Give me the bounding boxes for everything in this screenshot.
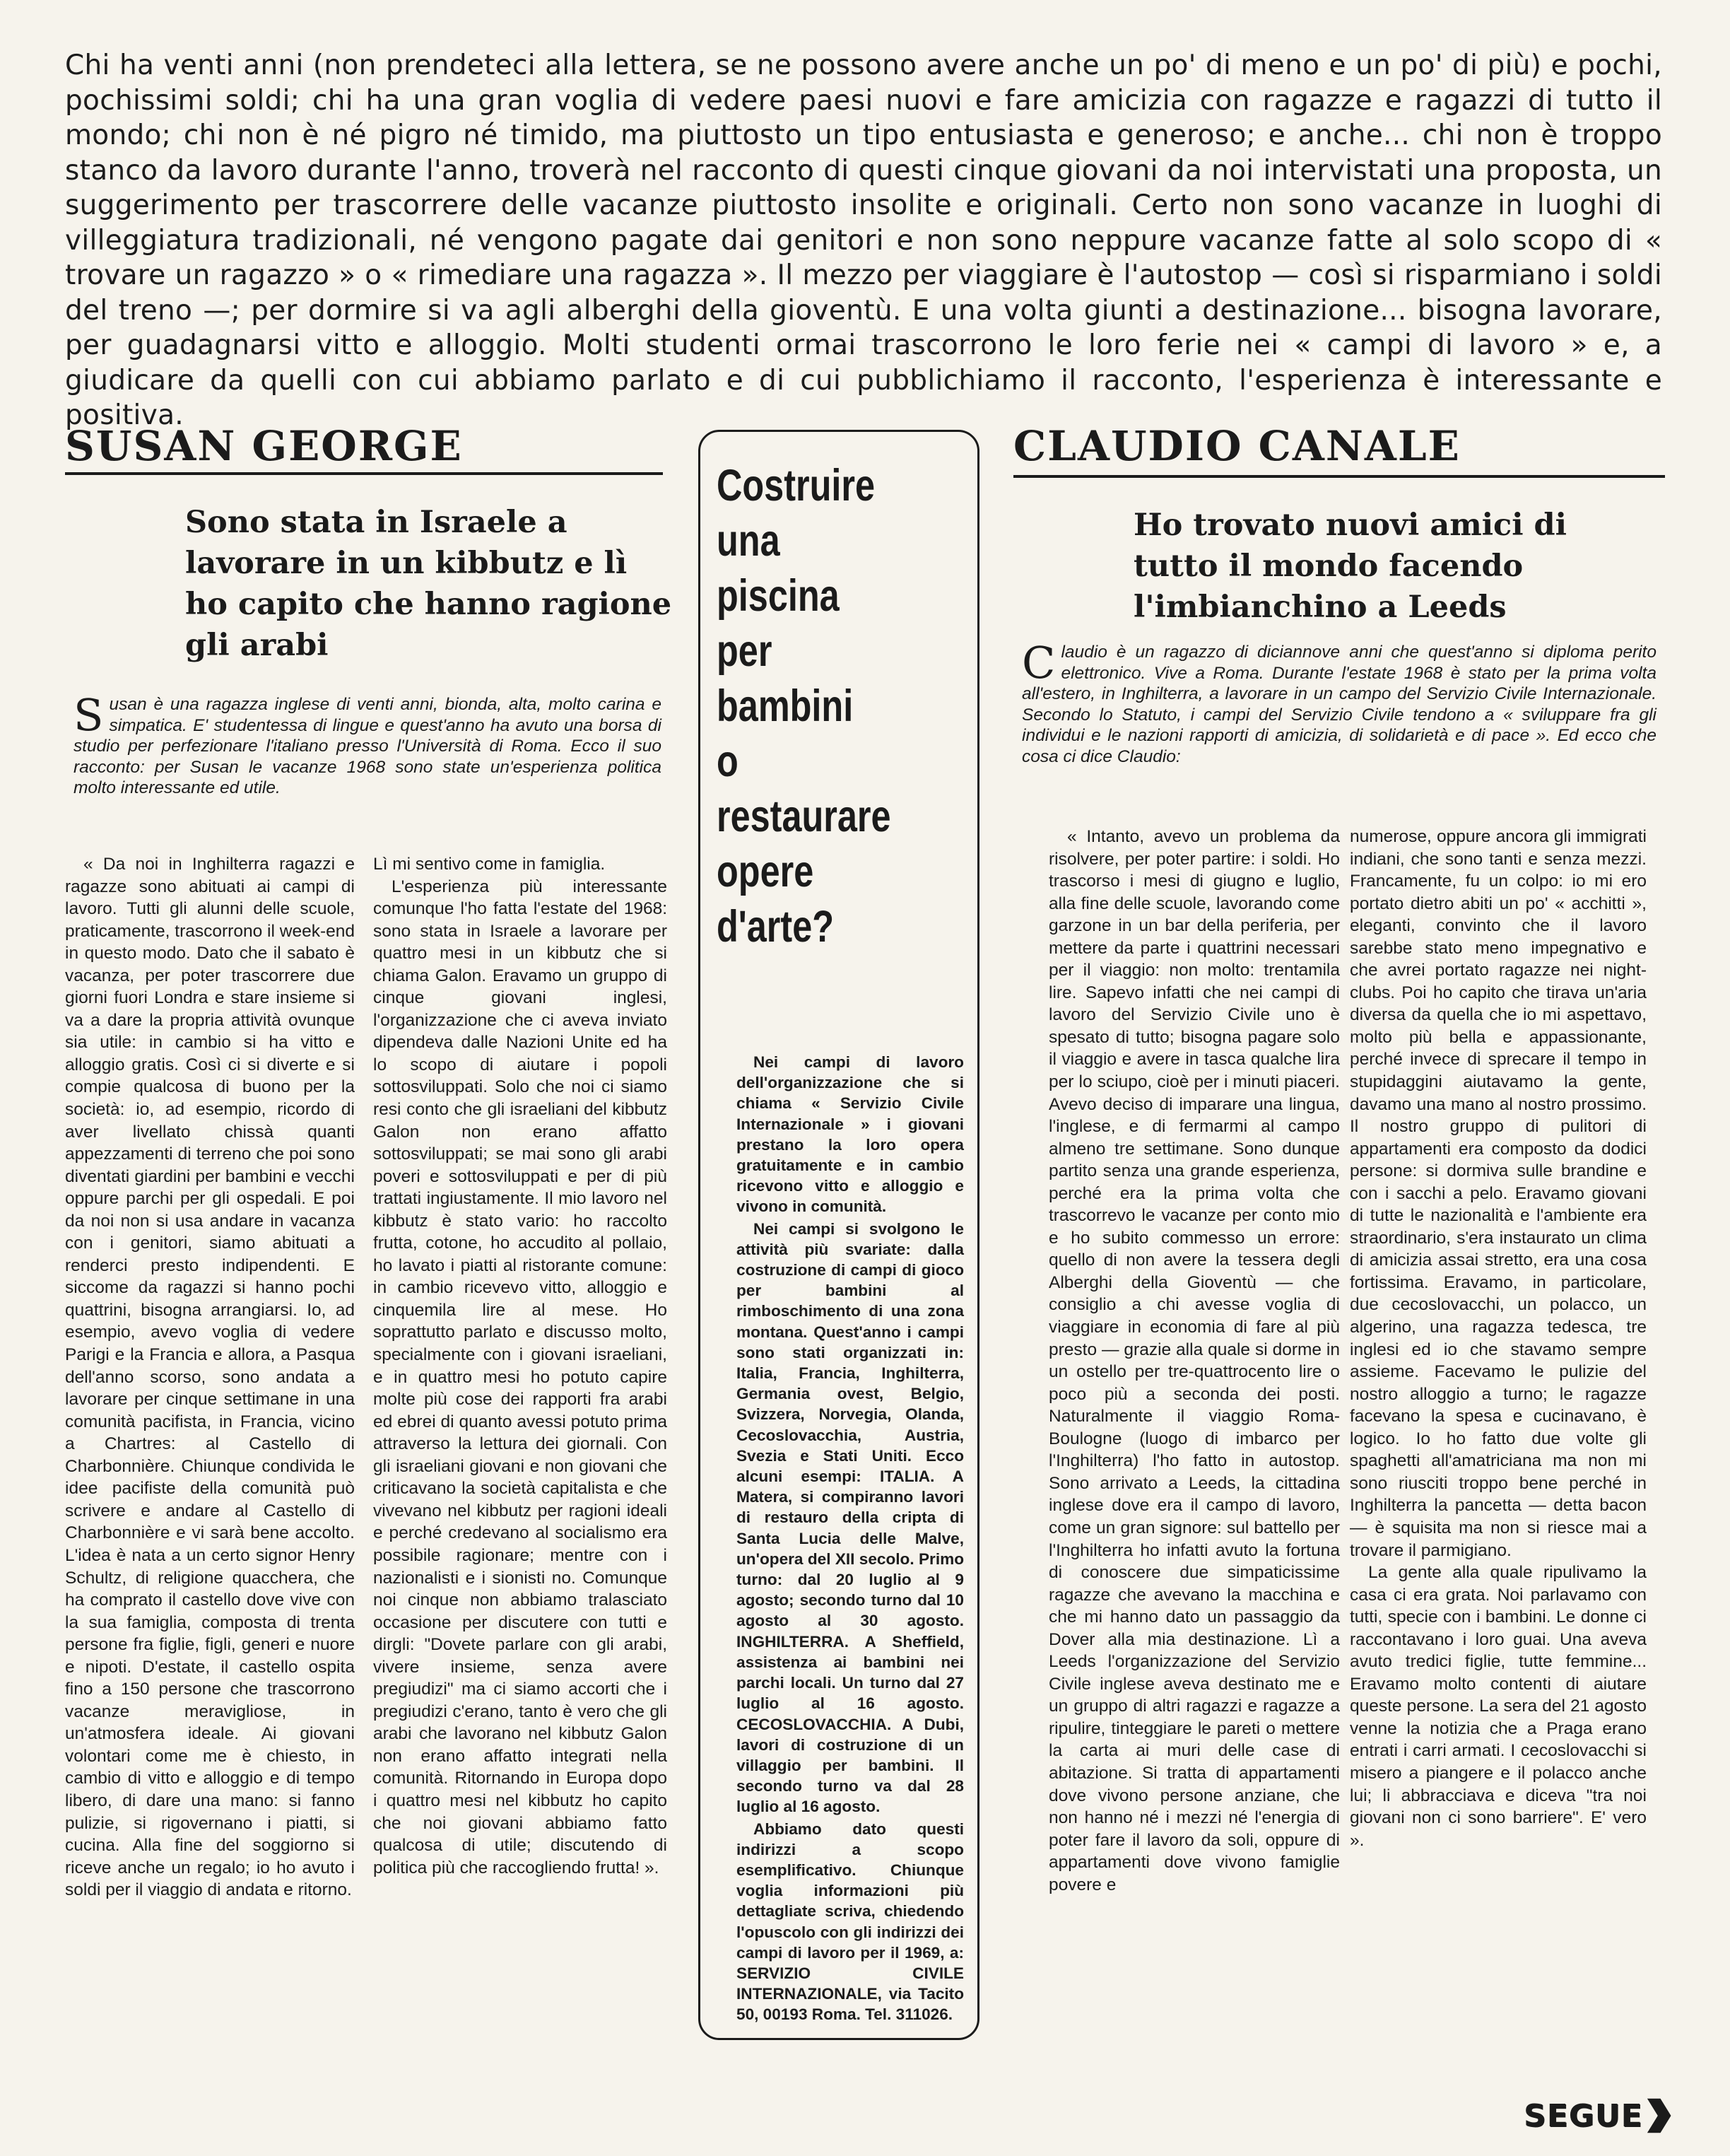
sidebar-title: Costruire una piscina per bambini o restaurare opere d'arte? xyxy=(717,461,891,951)
susan-col1-paragraph: « Da noi in Inghilterra ragazzi e ragazze sono abituati ai campi di lavoro. Tutti gli alunni delle scuole, praticamente, trascorrono il week-end in questo modo. Dato che il sabato è vacanza, per poter trascorrere due giorni fuori Londra e stare insieme si va a dare la propria attività ovunque sia utile: in cambio si ha vitto e alloggio gratis. Così ci si diverte e si compie qualcosa di buono per la società: io, ad esempio, ricordo di aver livellato chissà quanti appezzamenti di terreno che poi sono diventati giardini per bambini e vecchi oppure parchi per gli ospedali. E poi da noi non si usa andare in vacanza con i genitori, siamo abituati a renderci presto indipendenti. E siccome da ragazzi si hanno pochi quattrini, bisogna arrangiarsi. Io, ad esempio, avevo voglia di vedere Parigi e la Francia e allora, a Pasqua dell'anno scorso, sono andata a lavorare per cinque settimane in una comunità pacifista, in Francia, vicino a Chartres: al Castello di Charbonnière. Chiunque condivida le idee pacifiste della comunità può scrivere e andare al Castello di Charbonnière e vi sarà bene accolto. L'idea è nata a un certo signor Henry Schultz, di religione quacchera, che ha comprato il castello dove vive con la sua famiglia, composta di trenta persone fra figlie, figli, generi e nuore e nipoti. D'estate, il castello ospita fino a 150 persone che trascorrono vacanze meravigliose, in un'atmosfera ideale. Ai giovani volontari come me è chiesto, in cambio di vitto e alloggio e di tempo libero, di dare una mano: si fanno pulizie, si rigovernano i piatti, si cucina. Alla fine del soggiorno si riceve anche un regalo; io ho avuto i soldi per il viaggio di andata e ritorno. xyxy=(65,855,355,1900)
claudio-col1-paragraph: « Intanto, avevo un problema da risolvere, per poter partire: i soldi. Ho trascorso i mesi di giugno e luglio, alla fine delle scuole, lavorando come garzone in un bar della periferia, per mettere da parte i quattrini necessari per il viaggio: non molto: trentamila lire. Sapevo infatti che nei campi di lavoro del Servizio Civile uno è spesato di tutto; bisogna pagare solo il viaggio e avere in tasca qualche lira per lo sciupo, cioè per i minuti piaceri. Avevo deciso di imparare una lingua, l'inglese, e di fermarmi al campo almeno tre settimane. Sono dunque partito senza una grande esperienza, perché era la prima volta che trascorrevo le vacanze per conto mio e ho subito commesso un errore: quello di non avere la tessera degli Alberghi della Gioventù — che consiglio a chi avesse voglia di viaggiare in economia di fare al più presto — grazie alla quale si dorme in un ostello per tre-quattrocento lire o poco più a seconda dei posti. Naturalmente il viaggio Roma-Boulogne (luogo di imbarco per l'Inghilterra) l'ho fatto in autostop. Sono arrivato a Leeds, la cittadina inglese dove era il campo di lavoro, come un gran signore: sul battello per l'Inghilterra ho infatti avuto la fortuna di conoscere due simpaticissime ragazze che avevano la macchina e che mi hanno dato un passaggio da Dover alla mia destinazione. Lì a Leeds l'organizzazione del Servizio Civile inglese aveva destinato me e un gruppo di altri ragazzi e ragazze a ripulire, tinteggiare le pareti o mettere la carta ai muri delle case di abitazione. Si tratta di appartamenti dove vivono persone anziane, che non hanno né i mezzi né l'energia di poter fare il lavoro da soli, oppure di appartamenti dove vivono famiglie povere e xyxy=(1049,827,1340,1894)
susan-dropcap: S xyxy=(73,689,104,741)
claudio-col2-paragraph-2: La gente alla quale ripulivamo la casa ci era grata. Noi parlavamo con tutti, specie con i bambini. Le donne ci raccontavano i loro guai. Una aveva avuto tredici figlie, tutte femmine... Eravamo molto contenti di aiutare queste persone. La sera del 21 agosto venne la notizia che a Praga erano entrati i carri armati. I cecoslovacchi si misero a piangere e il polacco anche lui; li abbracciava e diceva "tra noi giovani non ci sono barriere". E' vero ». xyxy=(1350,1563,1647,1850)
sidebar-paragraph-3: Abbiamo dato questi indirizzi a scopo esemplificativo. Chiunque voglia informazioni più dettagliate scriva, chiedendo l'opuscolo con gli indirizzi dei campi di lavoro per il 1969, a: SERVIZIO CIVILE INTERNAZIONALE, via Tacito 50, 00193 Roma. Tel. 311026. xyxy=(736,1820,964,2024)
sidebar-body xyxy=(736,1052,964,2027)
claudio-column-2 xyxy=(1350,826,1647,1851)
claudio-heading-rule xyxy=(1013,475,1665,478)
susan-headline: Sono stata in Israele a lavorare in un kibbutz e lì ho capito che hanno ragione gli arabi xyxy=(185,505,672,663)
susan-col2-paragraph-2: L'esperienza più interessante comunque l'ho fatta l'estate del 1968: sono stata in Israele a lavorare per quattro mesi in un kibbutz che si chiama Galon. Eravamo un gruppo di cinque giovani inglesi, l'organizzazione che ci aveva inviato dipendeva dalle Nazioni Unite ed ha lo scopo di aiutare i popoli sottosviluppati. Solo che noi ci siamo resi conto che gli israeliani del kibbutz Galon non erano affatto sottosviluppati; se mai sono gli arabi poveri e sottosviluppati e per di più trattati ingiustamente. Il mio lavoro nel kibbutz è stato vario: ho raccolto frutta, cotone, ho accudito al pollaio, ho lavato i piatti al ristorante comune: in cambio ricevevo vitto, alloggio e cinquemila lire al mese. Ho soprattutto parlato e discusso molto, specialmente con i giovani israeliani, e in quattro mesi ho potuto capire molte più cose dei rapporti fra arabi ed ebrei di quanto avessi potuto prima attraverso la lettura dei giornali. Con gli israeliani giovani e non giovani che criticavano la società capitalista e che vivevano nel kibbutz per ragioni ideali e perché credevano al socialismo era possibile ragionare; mentre con i nazionalisti e i sionisti no. Comunque noi cinque non abbiamo tralasciato occasione per discutere con tutti e dirgli: "Dovete parlare con gli arabi, vivere insieme, senza avere pregiudizi" ma ci siamo accorti che i pregiudizi c'erano, tanto è vero che gli arabi che lavorano nel kibbutz Galon non erano affatto integrati nella comunità. Ritornando in Europa dopo i quattro mesi nel kibbutz ho capito che noi giovani abbiamo fatto qualcosa di utile; discutendo di politica più che raccogliendo frutta! ». xyxy=(373,877,667,1877)
continue-marker xyxy=(1524,2094,1672,2138)
claudio-headline: Ho trovato nuovi amici di tutto il mondo facendo l'imbianchino a Leeds xyxy=(1134,508,1567,625)
susan-name-heading: SUSAN GEORGE xyxy=(65,422,463,470)
claudio-name-heading: CLAUDIO CANALE xyxy=(1013,422,1461,470)
claudio-lead-text: laudio è un ragazzo di diciannove anni che quest'anno si diploma perito elettronico. Vive a Roma. Durante l'estate 1968 è stato per la prima volta all'estero, in Inghilterra, a lavorare in un campo del Servizio Civile Internazionale. Secondo lo Statuto, i campi del Servizio Civile tendono a « sviluppare fra gli individui e le nazioni rapporti di amicizia, di solidarietà e di pace ». Ed ecco che cosa ci dice Claudio: xyxy=(1022,643,1657,766)
continue-label: SEGUE xyxy=(1524,2097,1643,2134)
claudio-lead xyxy=(1022,637,1657,767)
susan-col2-paragraph-1: Lì mi sentivo come in famiglia. xyxy=(373,855,606,874)
susan-lead-text: usan è una ragazza inglese di venti anni, bionda, alta, molto carina e simpatica. E' studentessa di lingue e quest'anno ha avuto una borsa di studio per perfezionare l'italiano presso l'Università di Roma. Ecco il suo racconto: per Susan le vacanze 1968 sono state un'esperienza politica molto interessante ed utile. xyxy=(73,695,661,797)
susan-column-1 xyxy=(65,853,355,1902)
intro-paragraph: Chi ha venti anni (non prendeteci alla lettera, se ne possono avere anche un po' di meno e un po' di più) e pochi, pochissimi soldi; chi ha una gran voglia di vedere paesi nuovi e fare amicizia con ragazze e ragazzi di tutto il mondo; chi non è né pigro né timido, ma piuttosto un tipo entusiasta e generoso; e anche... chi non è troppo stanco da lavoro durante l'anno, troverà nel racconto di questi cinque giovani da noi intervistati una proposta, un suggerimento per trascorrere delle vacanze piuttosto insolite e originali. Certo non sono vacanze in luoghi di villeggiatura tradizionali, né vengono pagate dai genitori e non sono neppure vacanze fatte al solo scopo di « trovare un ragazzo » o « rimediare una ragazza ». Il mezzo per viaggiare è l'autostop — così si risparmiano i soldi del treno —; per dormire si va agli alberghi della gioventù. E una volta giunti a destinazione... bisogna lavorare, per guadagnarsi vitto e alloggio. Molti studenti ormai trascorrono le loro ferie nei « campi di lavoro » e, a giudicare da quelli con cui abbiamo parlato e di cui pubblichiamo il racconto, l'esperienza è interessante e positiva. xyxy=(65,49,1662,431)
claudio-dropcap: C xyxy=(1022,637,1056,689)
susan-heading-rule xyxy=(65,472,663,475)
sidebar-paragraph-2: Nei campi si svolgono le attività più svariate: dalla costruzione di campi di gioco per bambini al rimboschimento di una zona montana. Quest'anno i campi sono stati organizzati in: Italia, Francia, Inghilterra, Germania ovest, Belgio, Svizzera, Norvegia, Olanda, Cecoslovacchia, Austria, Svezia e Stati Uniti. Ecco alcuni esempi: ITALIA. A Matera, si compiranno lavori di restauro della cripta di Santa Lucia delle Malve, un'opera del XII secolo. Primo turno: dal 20 luglio al 9 agosto; secondo turno dal 10 agosto al 30 agosto. INGHILTERRA. A Sheffield, assistenza ai bambini nei parchi locali. Un turno dal 27 luglio al 16 agosto. CECOSLOVACCHIA. A Dubi, lavori di costruzione di un villaggio per bambini. Il secondo turno va dal 28 luglio al 16 agosto. xyxy=(736,1219,964,1816)
claudio-col2-paragraph-1: numerose, oppure ancora gli immigrati indiani, che sono tanti e senza mezzi. Francamente, fu un colpo: io mi ero portato dietro abiti un po' « acchitti », eleganti, convinto che il lavoro sarebbe stato meno impegnativo e che avrei portato ragazze nei night-clubs. Poi ho capito che tirava un'aria diversa da quella che io mi aspettavo, molto più bella e appassionante, perché invece di sprecare il tempo in stupidaggini aiutavamo la gente, davamo una mano al nostro prossimo. Il nostro gruppo di pulitori di appartamenti era composto da dodici persone: si dormiva sulle brandine e con i sacchi a pelo. Eravamo giovani di tutte le nazionalità e l'ambiente era straordinario, s'era instaurato un clima di amicizia assai stretto, era una cosa fortissima. Eravamo, in particolare, due cecoslovacchi, un polacco, un algerino, una ragazza tedesca, tre inglesi ed io che stavamo sempre assieme. Facevamo le pulizie del nostro alloggio a turno; le ragazze facevano la spesa e cucinavano, è logico. Io ho fatto due volte gli spaghetti all'amatriciana ma non mi sono riusciti troppo bene perché in Inghilterra la pancetta — detta bacon — è squisita ma non si riesce mai a trovare il parmigiano. xyxy=(1350,827,1647,1560)
susan-lead xyxy=(73,689,661,799)
sidebar-paragraph-1: Nei campi di lavoro dell'organizzazione che si chiama « Servizio Civile Internazionale » i giovani prestano la loro opera gratuitamente e in cambio ricevono vitto e alloggio e vivono in comunità. xyxy=(736,1053,964,1216)
arrow-right-icon xyxy=(1646,2096,1672,2136)
claudio-column-1 xyxy=(1049,826,1340,1896)
susan-column-2 xyxy=(373,853,667,1879)
